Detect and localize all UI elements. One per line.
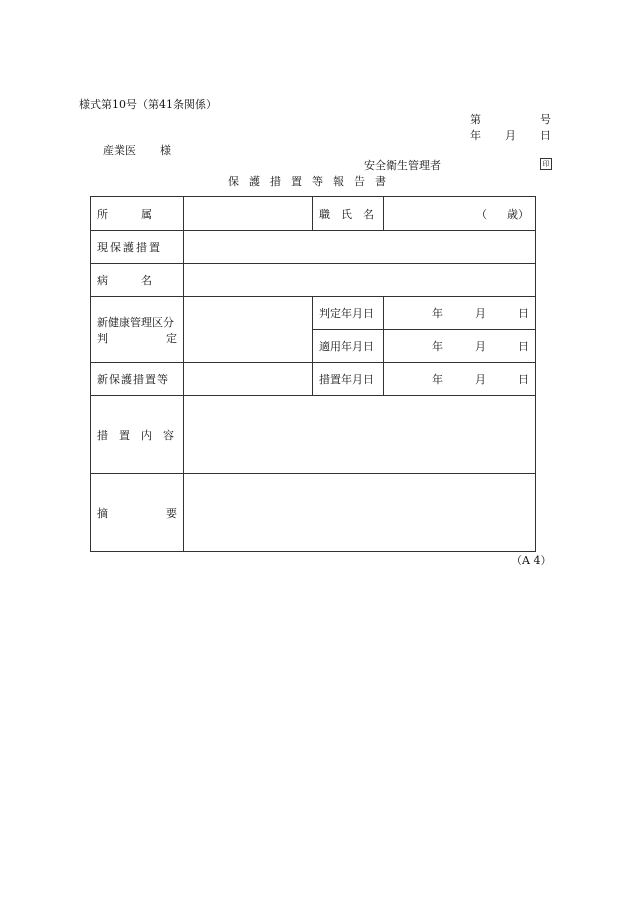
affiliation-value[interactable] — [184, 197, 313, 231]
measure-content-label: 措 置 内 容 — [91, 396, 184, 474]
row-new-protection — [91, 363, 536, 396]
date-year: 年 — [470, 129, 481, 142]
current-protection-value[interactable] — [184, 231, 536, 264]
staff-name-value[interactable] — [384, 197, 536, 231]
staff-name-label: 職 氏 名 — [313, 197, 384, 231]
new-health-value[interactable] — [184, 297, 313, 363]
measure-date-label: 措置年月日 — [313, 363, 384, 396]
doc-number-prefix: 第 — [470, 113, 481, 126]
summary-label — [91, 474, 184, 552]
sender-title: 安全衛生管理者 — [364, 159, 441, 172]
form-number: 様式第10号（第41条関係） — [79, 98, 217, 111]
date-day: 日 — [540, 129, 551, 142]
new-health-label — [91, 297, 184, 363]
judgment-date-label: 判定年月日 — [313, 297, 384, 330]
disease-label: 病 名 — [91, 264, 184, 297]
seal-mark: 印 — [540, 158, 552, 170]
apply-year: 年 — [432, 340, 443, 353]
measure-month: 月 — [475, 373, 486, 386]
row-current-protection — [91, 231, 536, 264]
new-protection-label: 新保護措置等 — [91, 363, 184, 396]
summary-char-b: 要 — [166, 506, 177, 520]
row-judgment-date — [91, 297, 536, 330]
new-health-label-line2 — [97, 330, 177, 346]
new-health-label-char-b: 定 — [166, 331, 177, 345]
row-measure-content — [91, 396, 536, 474]
new-health-label-char-a: 判 — [97, 331, 108, 345]
date-month: 月 — [505, 129, 516, 142]
judgment-year: 年 — [432, 307, 443, 320]
summary-char-a: 摘 — [97, 506, 108, 520]
new-protection-value[interactable] — [184, 363, 313, 396]
apply-date-value[interactable] — [384, 330, 536, 363]
addressee: 産業医 — [103, 144, 136, 157]
new-health-label-line1: 新健康管理区分 — [97, 315, 174, 329]
judgment-day: 日 — [518, 307, 529, 320]
apply-month: 月 — [475, 340, 486, 353]
disease-value[interactable] — [184, 264, 536, 297]
summary-value[interactable] — [184, 474, 536, 552]
age-close: 歳） — [507, 207, 529, 221]
measure-content-value[interactable] — [184, 396, 536, 474]
paper-size: （A 4） — [511, 554, 552, 567]
measure-date-value[interactable] — [384, 363, 536, 396]
row-affiliation — [91, 197, 536, 231]
current-protection-label: 現保護措置 — [91, 231, 184, 264]
judgment-month: 月 — [475, 307, 486, 320]
apply-date-label: 適用年月日 — [313, 330, 384, 363]
judgment-date-value[interactable] — [384, 297, 536, 330]
apply-day: 日 — [518, 340, 529, 353]
row-summary — [91, 474, 536, 552]
report-form-table — [90, 196, 536, 552]
affiliation-label: 所 属 — [91, 197, 184, 231]
row-disease — [91, 264, 536, 297]
age-open: （ — [476, 207, 487, 221]
measure-year: 年 — [432, 373, 443, 386]
doc-number-suffix: 号 — [540, 113, 551, 126]
honorific: 様 — [160, 144, 171, 157]
measure-day: 日 — [518, 373, 529, 386]
document-title: 保護措置等報告書 — [228, 175, 396, 188]
